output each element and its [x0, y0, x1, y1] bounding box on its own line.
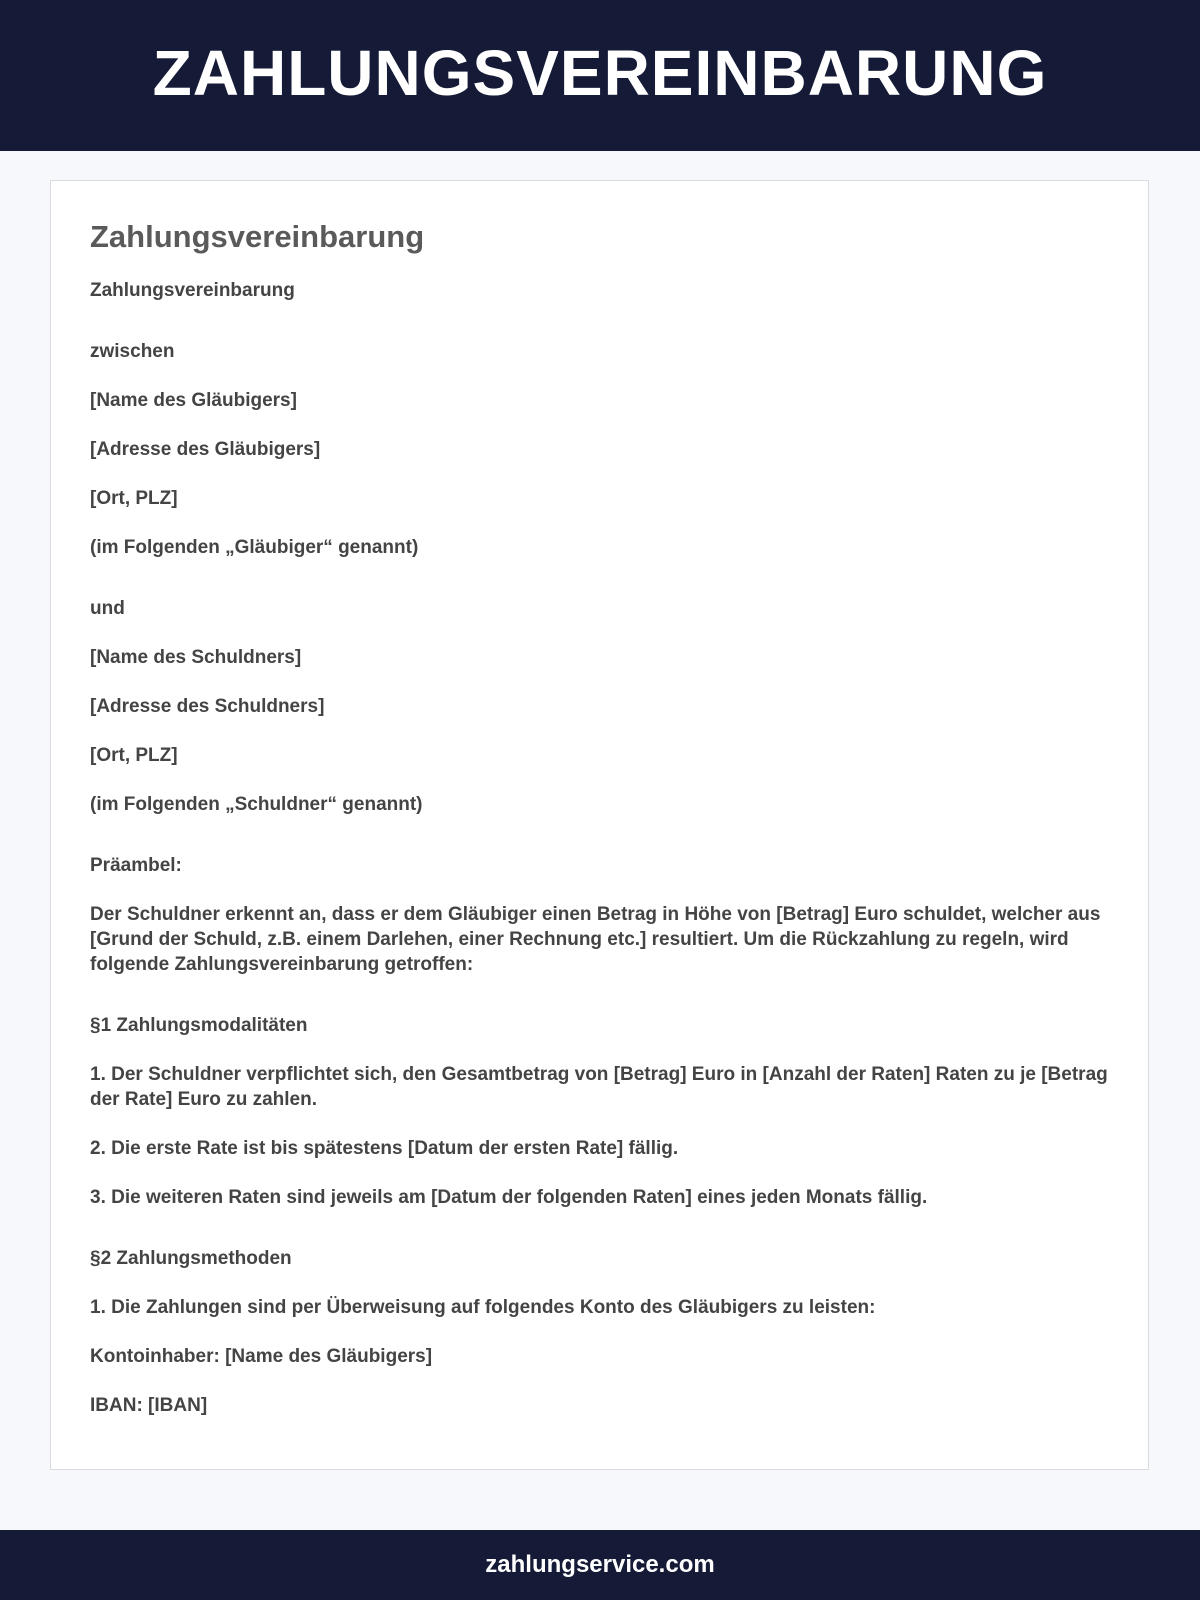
- section-1-item-1: 1. Der Schuldner verpflichtet sich, den Gesamtbetrag von [Betrag] Euro in [Anzahl der Raten] Raten zu je [Betrag der Rate] Euro zu zahlen.: [90, 1064, 1108, 1110]
- footer-site-link[interactable]: zahlungservice.com: [485, 1551, 715, 1578]
- section-1-heading: §1 Zahlungsmodalitäten: [90, 1015, 308, 1036]
- creditor-address: [Adresse des Gläubigers]: [90, 439, 321, 460]
- creditor-city: [Ort, PLZ]: [90, 488, 178, 509]
- section-2-heading: §2 Zahlungsmethoden: [90, 1248, 292, 1269]
- section-2-item-1: 1. Die Zahlungen sind per Überweisung auf folgendes Konto des Gläubigers zu leisten:: [90, 1297, 876, 1318]
- preamble-text: Der Schuldner erkennt an, dass er dem Gläubiger einen Betrag in Höhe von [Betrag] Euro schuldet, welcher aus [Grund der Schuld, z.B. einem Darlehen, einer Rechnung etc.] resultiert. Um die Rückzahlung zu regeln, wird folgende Zahlungsvereinbarung getroffen:: [90, 904, 1101, 975]
- document-heading: Zahlungsvereinbarung: [90, 280, 295, 301]
- section-1-item-3: 3. Die weiteren Raten sind jeweils am [Datum der folgenden Raten] eines jeden Monats fällig.: [90, 1187, 928, 1208]
- account-iban: IBAN: [IBAN]: [90, 1395, 208, 1416]
- creditor-note: (im Folgenden „Gläubiger“ genannt): [90, 537, 419, 558]
- page-header: [0, 0, 1200, 151]
- section-1-item-2: 2. Die erste Rate ist bis spätestens [Datum der ersten Rate] fällig.: [90, 1138, 679, 1159]
- debtor-address: [Adresse des Schuldners]: [90, 696, 325, 717]
- debtor-name: [Name des Schuldners]: [90, 647, 302, 668]
- page-footer: [0, 1530, 1200, 1600]
- paragraph-and: und: [90, 598, 125, 619]
- debtor-city: [Ort, PLZ]: [90, 745, 178, 766]
- document-title: Zahlungsvereinbarung: [90, 219, 425, 254]
- paragraph-between: zwischen: [90, 341, 175, 362]
- creditor-name: [Name des Gläubigers]: [90, 390, 297, 411]
- debtor-note: (im Folgenden „Schuldner“ genannt): [90, 794, 423, 815]
- document-card: [50, 180, 1149, 1470]
- header-title: ZAHLUNGSVEREINBARUNG: [152, 36, 1048, 109]
- preamble-heading: Präambel:: [90, 855, 182, 876]
- account-holder: Kontoinhaber: [Name des Gläubigers]: [90, 1346, 433, 1367]
